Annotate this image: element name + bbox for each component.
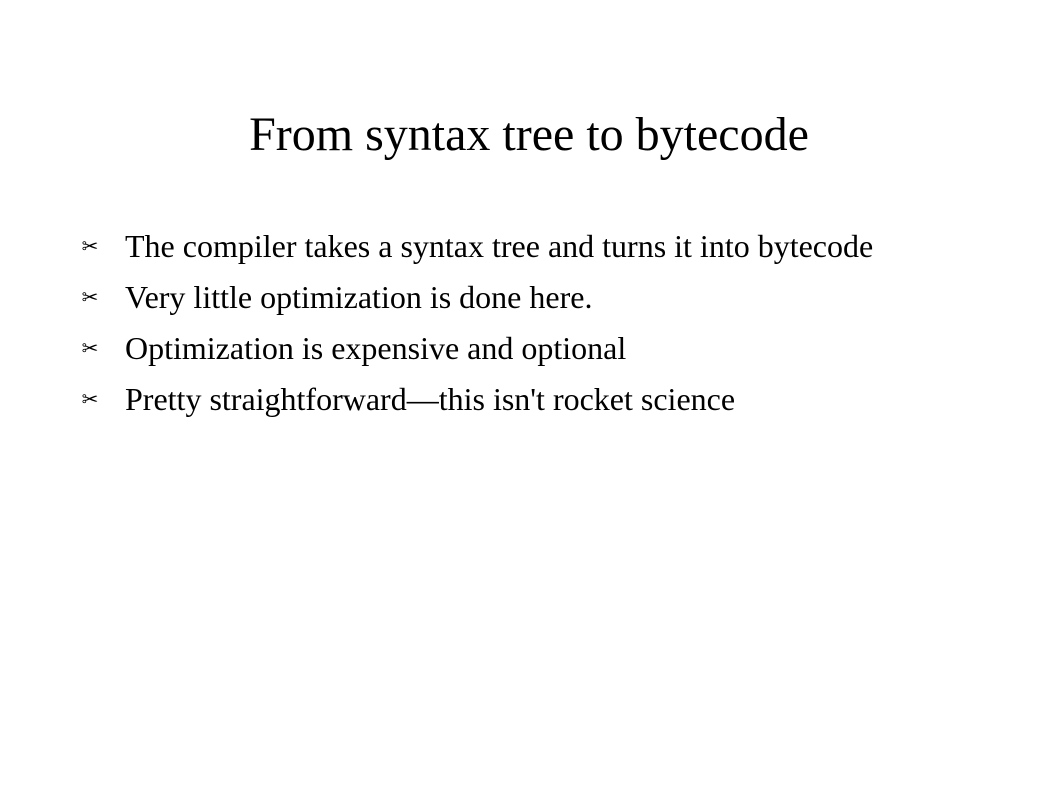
scissors-icon: ✂ [81,338,99,360]
bullet-text: Very little optimization is done here. [125,279,593,315]
scissors-icon: ✂ [81,389,99,411]
bullet-list [0,226,985,430]
bullet-item [0,226,985,267]
scissors-icon: ✂ [81,287,99,309]
bullet-text: The compiler takes a syntax tree and turns it into bytecode [125,228,874,264]
scissors-icon: ✂ [81,236,99,258]
bullet-text: Pretty straightforward—this isn't rocket science [125,381,736,417]
bullet-item [0,379,985,420]
bullet-item [0,328,985,369]
slide-title: From syntax tree to bytecode [249,108,809,161]
bullet-item [0,277,985,318]
bullet-text: Optimization is expensive and optional [125,330,627,366]
